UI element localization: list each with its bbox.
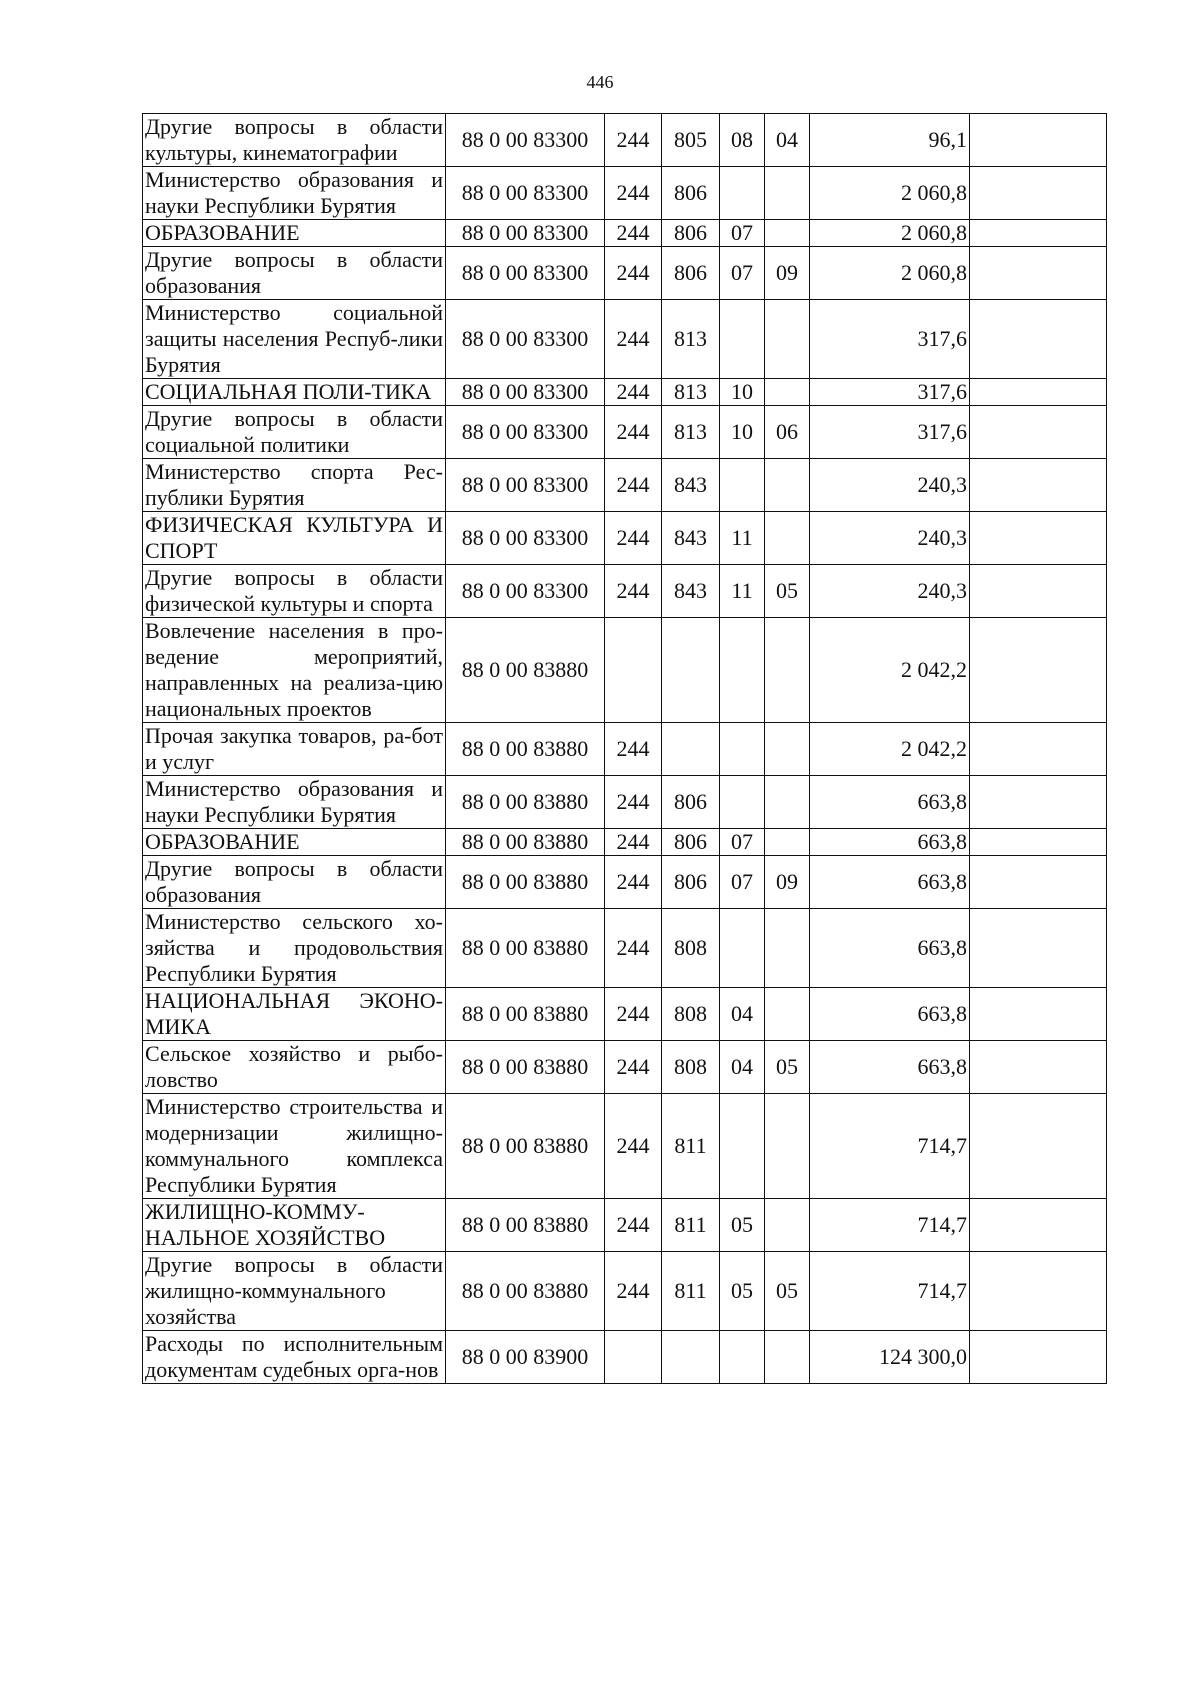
- row-pr-cell: [765, 1094, 810, 1199]
- row-sum-cell: 663,8: [810, 856, 970, 909]
- row-gr-cell: 813: [662, 406, 720, 459]
- row-vr-cell: 244: [605, 565, 662, 618]
- row-name-cell: СОЦИАЛЬНАЯ ПОЛИ-ТИКА: [143, 379, 446, 406]
- row-pr-cell: 09: [765, 247, 810, 300]
- row-vr-cell: 244: [605, 856, 662, 909]
- table-row: [143, 1094, 1107, 1199]
- row-code-cell: 88 0 00 83880: [446, 1094, 605, 1199]
- row-rz-cell: [720, 909, 765, 988]
- row-empty-cell: [970, 406, 1107, 459]
- row-pr-cell: [765, 220, 810, 247]
- row-vr-cell: 244: [605, 988, 662, 1041]
- row-name-cell: Министерство образования и науки Республики Бурятия: [143, 776, 446, 829]
- row-code-cell: 88 0 00 83880: [446, 909, 605, 988]
- row-code-cell: 88 0 00 83900: [446, 1331, 605, 1384]
- row-name-cell: Другие вопросы в области физической культуры и спорта: [143, 565, 446, 618]
- row-rz-cell: [720, 1331, 765, 1384]
- row-name-cell: Министерство социальной защиты населения Респуб-лики Бурятия: [143, 300, 446, 379]
- row-sum-cell: 317,6: [810, 379, 970, 406]
- row-gr-cell: 843: [662, 565, 720, 618]
- row-name-cell: Другие вопросы в области социальной политики: [143, 406, 446, 459]
- row-pr-cell: 09: [765, 856, 810, 909]
- row-empty-cell: [970, 1199, 1107, 1252]
- row-rz-cell: 11: [720, 565, 765, 618]
- row-gr-cell: 808: [662, 909, 720, 988]
- row-rz-cell: 05: [720, 1199, 765, 1252]
- table-row: [143, 406, 1107, 459]
- row-vr-cell: 244: [605, 1094, 662, 1199]
- row-name-cell: Министерство сельского хо-зяйства и продовольствия Республики Бурятия: [143, 909, 446, 988]
- row-code-cell: 88 0 00 83300: [446, 406, 605, 459]
- row-name-cell: Прочая закупка товаров, ра-бот и услуг: [143, 723, 446, 776]
- row-empty-cell: [970, 829, 1107, 856]
- budget-table: [142, 113, 1107, 1384]
- row-rz-cell: 10: [720, 379, 765, 406]
- row-gr-cell: 806: [662, 829, 720, 856]
- row-gr-cell: [662, 723, 720, 776]
- row-gr-cell: 808: [662, 988, 720, 1041]
- row-pr-cell: 05: [765, 1041, 810, 1094]
- table-row: [143, 379, 1107, 406]
- row-code-cell: 88 0 00 83300: [446, 565, 605, 618]
- row-vr-cell: [605, 618, 662, 723]
- row-code-cell: 88 0 00 83880: [446, 1199, 605, 1252]
- row-sum-cell: 663,8: [810, 909, 970, 988]
- row-pr-cell: [765, 459, 810, 512]
- row-pr-cell: [765, 300, 810, 379]
- row-rz-cell: [720, 618, 765, 723]
- row-name-cell: Министерство строительства и модернизации жилищно-коммунального комплекса Республики Бурятия: [143, 1094, 446, 1199]
- row-rz-cell: 11: [720, 512, 765, 565]
- row-rz-cell: 07: [720, 829, 765, 856]
- row-name-cell: Другие вопросы в области жилищно-коммунального хозяйства: [143, 1252, 446, 1331]
- row-vr-cell: 244: [605, 167, 662, 220]
- row-name-cell: Расходы по исполнительным документам судебных орга-нов: [143, 1331, 446, 1384]
- page-number: 446: [586, 72, 614, 92]
- row-gr-cell: [662, 618, 720, 723]
- row-name-cell: Другие вопросы в области образования: [143, 856, 446, 909]
- table-row: [143, 618, 1107, 723]
- row-name-cell: ФИЗИЧЕСКАЯ КУЛЬТУРА И СПОРТ: [143, 512, 446, 565]
- row-pr-cell: [765, 379, 810, 406]
- row-rz-cell: 07: [720, 856, 765, 909]
- table-row: [143, 856, 1107, 909]
- row-vr-cell: 244: [605, 909, 662, 988]
- table-row: [143, 459, 1107, 512]
- row-empty-cell: [970, 247, 1107, 300]
- row-gr-cell: 813: [662, 300, 720, 379]
- row-gr-cell: 843: [662, 512, 720, 565]
- row-vr-cell: 244: [605, 406, 662, 459]
- row-code-cell: 88 0 00 83880: [446, 723, 605, 776]
- row-sum-cell: 240,3: [810, 565, 970, 618]
- row-empty-cell: [970, 300, 1107, 379]
- row-code-cell: 88 0 00 83880: [446, 988, 605, 1041]
- row-pr-cell: [765, 1331, 810, 1384]
- row-sum-cell: 663,8: [810, 988, 970, 1041]
- row-code-cell: 88 0 00 83300: [446, 220, 605, 247]
- row-sum-cell: 663,8: [810, 829, 970, 856]
- table-row: [143, 1041, 1107, 1094]
- table-row: [143, 300, 1107, 379]
- row-code-cell: 88 0 00 83300: [446, 379, 605, 406]
- row-gr-cell: 811: [662, 1252, 720, 1331]
- row-pr-cell: 05: [765, 565, 810, 618]
- row-rz-cell: [720, 300, 765, 379]
- row-sum-cell: 663,8: [810, 1041, 970, 1094]
- row-vr-cell: 244: [605, 247, 662, 300]
- row-sum-cell: 96,1: [810, 114, 970, 167]
- row-name-cell: НАЦИОНАЛЬНАЯ ЭКОНО-МИКА: [143, 988, 446, 1041]
- row-vr-cell: 244: [605, 379, 662, 406]
- row-rz-cell: 04: [720, 1041, 765, 1094]
- table-row: [143, 988, 1107, 1041]
- row-gr-cell: 805: [662, 114, 720, 167]
- row-pr-cell: [765, 909, 810, 988]
- row-vr-cell: 244: [605, 1252, 662, 1331]
- table-body: [143, 114, 1107, 1384]
- row-empty-cell: [970, 220, 1107, 247]
- row-name-cell: ЖИЛИЩНО-КОММУ-НАЛЬНОЕ ХОЗЯЙСТВО: [143, 1199, 446, 1252]
- table-row: [143, 167, 1107, 220]
- row-sum-cell: 240,3: [810, 512, 970, 565]
- row-code-cell: 88 0 00 83880: [446, 1252, 605, 1331]
- row-pr-cell: [765, 1199, 810, 1252]
- row-pr-cell: 04: [765, 114, 810, 167]
- row-gr-cell: 806: [662, 167, 720, 220]
- row-name-cell: Другие вопросы в области культуры, кинематографии: [143, 114, 446, 167]
- row-empty-cell: [970, 618, 1107, 723]
- row-vr-cell: 244: [605, 723, 662, 776]
- row-pr-cell: [765, 829, 810, 856]
- table-row: [143, 1252, 1107, 1331]
- row-empty-cell: [970, 459, 1107, 512]
- row-vr-cell: 244: [605, 1199, 662, 1252]
- row-sum-cell: 317,6: [810, 300, 970, 379]
- row-code-cell: 88 0 00 83300: [446, 247, 605, 300]
- row-empty-cell: [970, 988, 1107, 1041]
- row-vr-cell: 244: [605, 300, 662, 379]
- row-code-cell: 88 0 00 83300: [446, 114, 605, 167]
- row-pr-cell: [765, 988, 810, 1041]
- row-rz-cell: [720, 776, 765, 829]
- row-gr-cell: 808: [662, 1041, 720, 1094]
- row-code-cell: 88 0 00 83300: [446, 512, 605, 565]
- row-sum-cell: 240,3: [810, 459, 970, 512]
- row-vr-cell: 244: [605, 220, 662, 247]
- row-rz-cell: [720, 723, 765, 776]
- row-empty-cell: [970, 856, 1107, 909]
- row-sum-cell: 714,7: [810, 1094, 970, 1199]
- row-empty-cell: [970, 1094, 1107, 1199]
- table-row: [143, 776, 1107, 829]
- row-pr-cell: [765, 512, 810, 565]
- row-gr-cell: 806: [662, 220, 720, 247]
- row-sum-cell: 2 060,8: [810, 247, 970, 300]
- row-gr-cell: 811: [662, 1199, 720, 1252]
- row-rz-cell: 05: [720, 1252, 765, 1331]
- row-code-cell: 88 0 00 83880: [446, 776, 605, 829]
- table-row: [143, 829, 1107, 856]
- row-sum-cell: 124 300,0: [810, 1331, 970, 1384]
- row-code-cell: 88 0 00 83880: [446, 856, 605, 909]
- row-gr-cell: 806: [662, 247, 720, 300]
- row-empty-cell: [970, 909, 1107, 988]
- row-empty-cell: [970, 1331, 1107, 1384]
- table-row: [143, 565, 1107, 618]
- row-rz-cell: 08: [720, 114, 765, 167]
- row-vr-cell: 244: [605, 776, 662, 829]
- row-name-cell: Сельское хозяйство и рыбо-ловство: [143, 1041, 446, 1094]
- row-rz-cell: [720, 1094, 765, 1199]
- row-name-cell: ОБРАЗОВАНИЕ: [143, 220, 446, 247]
- table-row: [143, 1199, 1107, 1252]
- row-code-cell: 88 0 00 83300: [446, 300, 605, 379]
- table-row: [143, 114, 1107, 167]
- row-sum-cell: 2 042,2: [810, 723, 970, 776]
- row-empty-cell: [970, 379, 1107, 406]
- row-pr-cell: 06: [765, 406, 810, 459]
- row-vr-cell: 244: [605, 1041, 662, 1094]
- row-name-cell: Министерство спорта Рес-публики Бурятия: [143, 459, 446, 512]
- row-sum-cell: 317,6: [810, 406, 970, 459]
- row-gr-cell: 806: [662, 856, 720, 909]
- row-sum-cell: 663,8: [810, 776, 970, 829]
- table-row: [143, 512, 1107, 565]
- row-name-cell: Министерство образования и науки Республики Бурятия: [143, 167, 446, 220]
- row-vr-cell: 244: [605, 114, 662, 167]
- row-rz-cell: 07: [720, 220, 765, 247]
- row-rz-cell: [720, 459, 765, 512]
- row-pr-cell: 05: [765, 1252, 810, 1331]
- table-row: [143, 220, 1107, 247]
- row-vr-cell: 244: [605, 829, 662, 856]
- row-gr-cell: 811: [662, 1094, 720, 1199]
- row-empty-cell: [970, 776, 1107, 829]
- row-rz-cell: 07: [720, 247, 765, 300]
- row-rz-cell: 04: [720, 988, 765, 1041]
- row-code-cell: 88 0 00 83880: [446, 829, 605, 856]
- row-empty-cell: [970, 1252, 1107, 1331]
- row-pr-cell: [765, 776, 810, 829]
- row-code-cell: 88 0 00 83300: [446, 459, 605, 512]
- table-row: [143, 1331, 1107, 1384]
- row-vr-cell: [605, 1331, 662, 1384]
- row-vr-cell: 244: [605, 512, 662, 565]
- row-sum-cell: 714,7: [810, 1252, 970, 1331]
- row-gr-cell: [662, 1331, 720, 1384]
- row-empty-cell: [970, 114, 1107, 167]
- row-gr-cell: 806: [662, 776, 720, 829]
- row-name-cell: ОБРАЗОВАНИЕ: [143, 829, 446, 856]
- row-sum-cell: 2 060,8: [810, 220, 970, 247]
- row-empty-cell: [970, 1041, 1107, 1094]
- table-row: [143, 909, 1107, 988]
- row-rz-cell: 10: [720, 406, 765, 459]
- row-empty-cell: [970, 167, 1107, 220]
- row-gr-cell: 813: [662, 379, 720, 406]
- row-gr-cell: 843: [662, 459, 720, 512]
- row-rz-cell: [720, 167, 765, 220]
- row-code-cell: 88 0 00 83880: [446, 618, 605, 723]
- row-empty-cell: [970, 512, 1107, 565]
- table-row: [143, 247, 1107, 300]
- row-name-cell: Другие вопросы в области образования: [143, 247, 446, 300]
- row-sum-cell: 2 060,8: [810, 167, 970, 220]
- table-row: [143, 723, 1107, 776]
- row-empty-cell: [970, 723, 1107, 776]
- row-empty-cell: [970, 565, 1107, 618]
- row-sum-cell: 2 042,2: [810, 618, 970, 723]
- row-pr-cell: [765, 167, 810, 220]
- row-pr-cell: [765, 723, 810, 776]
- row-name-cell: Вовлечение населения в про-ведение мероприятий, направленных на реализа-цию национальных проектов: [143, 618, 446, 723]
- row-code-cell: 88 0 00 83880: [446, 1041, 605, 1094]
- row-sum-cell: 714,7: [810, 1199, 970, 1252]
- row-vr-cell: 244: [605, 459, 662, 512]
- row-pr-cell: [765, 618, 810, 723]
- row-code-cell: 88 0 00 83300: [446, 167, 605, 220]
